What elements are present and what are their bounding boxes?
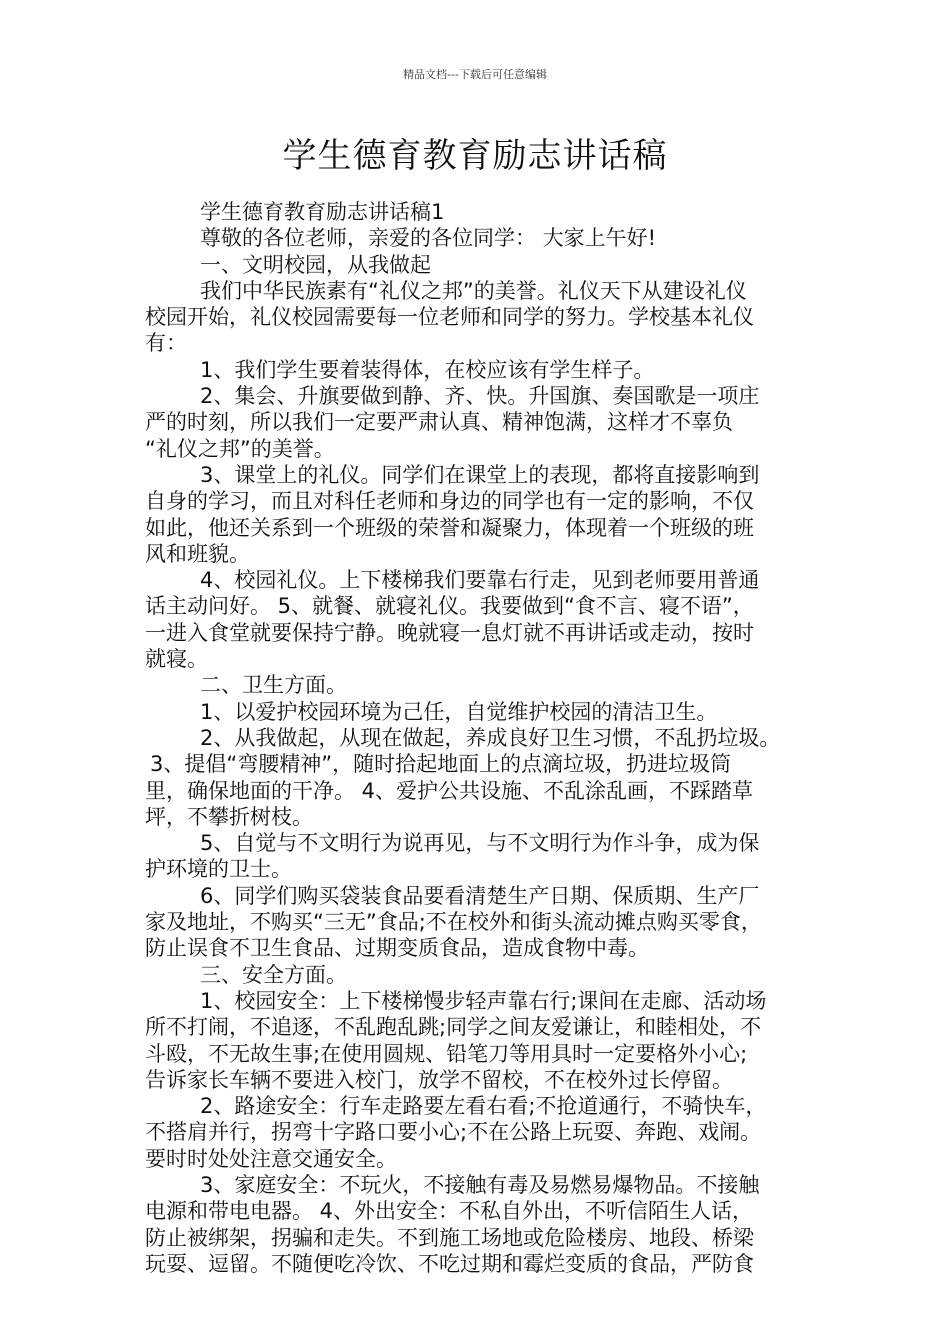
text-line: 严的时刻，所以我们一定要严肃认真、精神饱满，这样才不辜负 [145, 410, 733, 435]
text-line: 告诉家长车辆不要进入校门，放学不留校，不在校外过长停留。 [145, 1067, 733, 1092]
text-line: 防止误食不卫生食品、过期变质食品，造成食物中毒。 [145, 936, 649, 961]
text-line: 电源和带电电器。 4、外出安全：不私自外出，不听信陌生人话， [145, 1199, 754, 1224]
text-line: 斗殴，不无故生事;在使用圆规、铅笔刀等用具时一定要格外小心; [145, 1041, 748, 1066]
text-line: 要时时处处注意交通安全。 [145, 1146, 397, 1171]
text-line: 不搭肩并行，拐弯十字路口要小心;不在公路上玩耍、奔跑、戏闹。 [145, 1120, 762, 1145]
document-title: 学生德育教育励志讲话稿 [282, 136, 668, 176]
text-line: 3、提倡“弯腰精神”，随时拾起地面上的点滴垃圾，扔进垃圾筒 [150, 752, 732, 777]
text-line: 话主动问好。 5、就餐、就寝礼仪。我要做到“食不言、寝不语”， [145, 594, 754, 619]
text-line: 自身的学习，而且对科任老师和身边的同学也有一定的影响，不仅 [145, 489, 754, 514]
text-line: 所不打闹，不追逐，不乱跑乱跳;同学之间友爱谦让，和睦相处，不 [145, 1015, 762, 1040]
text-line: 2、路途安全：行车走路要左看右看;不抢道通行，不骑快车， [200, 1094, 767, 1119]
text-line: 2、从我做起，从现在做起，养成良好卫生习惯，不乱扔垃圾。 [200, 725, 781, 750]
text-line: 就寝。 [145, 647, 208, 672]
text-line: 2、集会、升旗要做到静、齐、快。升国旗、奏国歌是一项庄 [200, 384, 760, 409]
text-line: 风和班貌。 [145, 541, 250, 566]
text-line: 护环境的卫士。 [145, 857, 292, 882]
page-header-watermark: 精品文档---下载后可任意编辑 [403, 68, 547, 81]
text-line: 6、同学们购买袋装食品要看清楚生产日期、保质期、生产厂 [200, 883, 760, 908]
text-line: 玩耍、逗留。不随便吃冷饮、不吃过期和霉烂变质的食品，严防食 [145, 1251, 754, 1276]
text-line: 防止被绑架，拐骗和走失。不到施工场地或危险楼房、地段、桥梁 [145, 1225, 754, 1250]
text-line: 尊敬的各位老师，亲爱的各位同学： 大家上午好! [200, 226, 657, 251]
text-line: 如此，他还关系到一个班级的荣誉和凝聚力，体现着一个班级的班 [145, 515, 754, 540]
text-line: 三、安全方面。 [200, 962, 347, 987]
text-line: 我们中华民族素有“礼仪之邦”的美誉。礼仪天下从建设礼仪 [200, 278, 747, 303]
text-line: 坪，不攀折树枝。 [145, 804, 313, 829]
text-line: 1、以爱护校园环境为己任，自觉维护校园的清洁卫生。 [200, 699, 718, 724]
text-line: 3、家庭安全：不玩火，不接触有毒及易燃易爆物品。不接触 [200, 1172, 760, 1197]
document-body [145, 199, 815, 1277]
text-line: 校园开始，礼仪校园需要每一位老师和同学的努力。学校基本礼仪 [145, 305, 754, 330]
text-line: 一、文明校园，从我做起 [200, 252, 431, 277]
text-line: 3、课堂上的礼仪。同学们在课堂上的表现，都将直接影响到 [200, 462, 760, 487]
text-line: 4、校园礼仪。上下楼梯我们要靠右行走，见到老师要用普通 [200, 568, 760, 593]
text-line: 有： [145, 331, 187, 356]
text-line: 学生德育教育励志讲话稿1 [200, 200, 445, 224]
text-line: 1、我们学生要着装得体，在校应该有学生样子。 [200, 357, 655, 382]
text-line: 里，确保地面的干净。 4、爱护公共设施、不乱涂乱画，不踩踏草 [145, 778, 754, 803]
text-line: 一进入食堂就要保持宁静。晚就寝一息灯就不再讲话或走动，按时 [145, 620, 754, 645]
text-line: “礼仪之邦”的美誉。 [145, 436, 335, 461]
text-line: 1、校园安全：上下楼梯慢步轻声靠右行;课间在走廊、活动场 [200, 988, 767, 1013]
text-line: 5、自觉与不文明行为说再见，与不文明行为作斗争，成为保 [200, 831, 760, 856]
text-line: 家及地址，不购买“三无”食品;不在校外和街头流动摊点购买零食， [145, 910, 762, 935]
text-line: 二、卫生方面。 [200, 673, 347, 698]
